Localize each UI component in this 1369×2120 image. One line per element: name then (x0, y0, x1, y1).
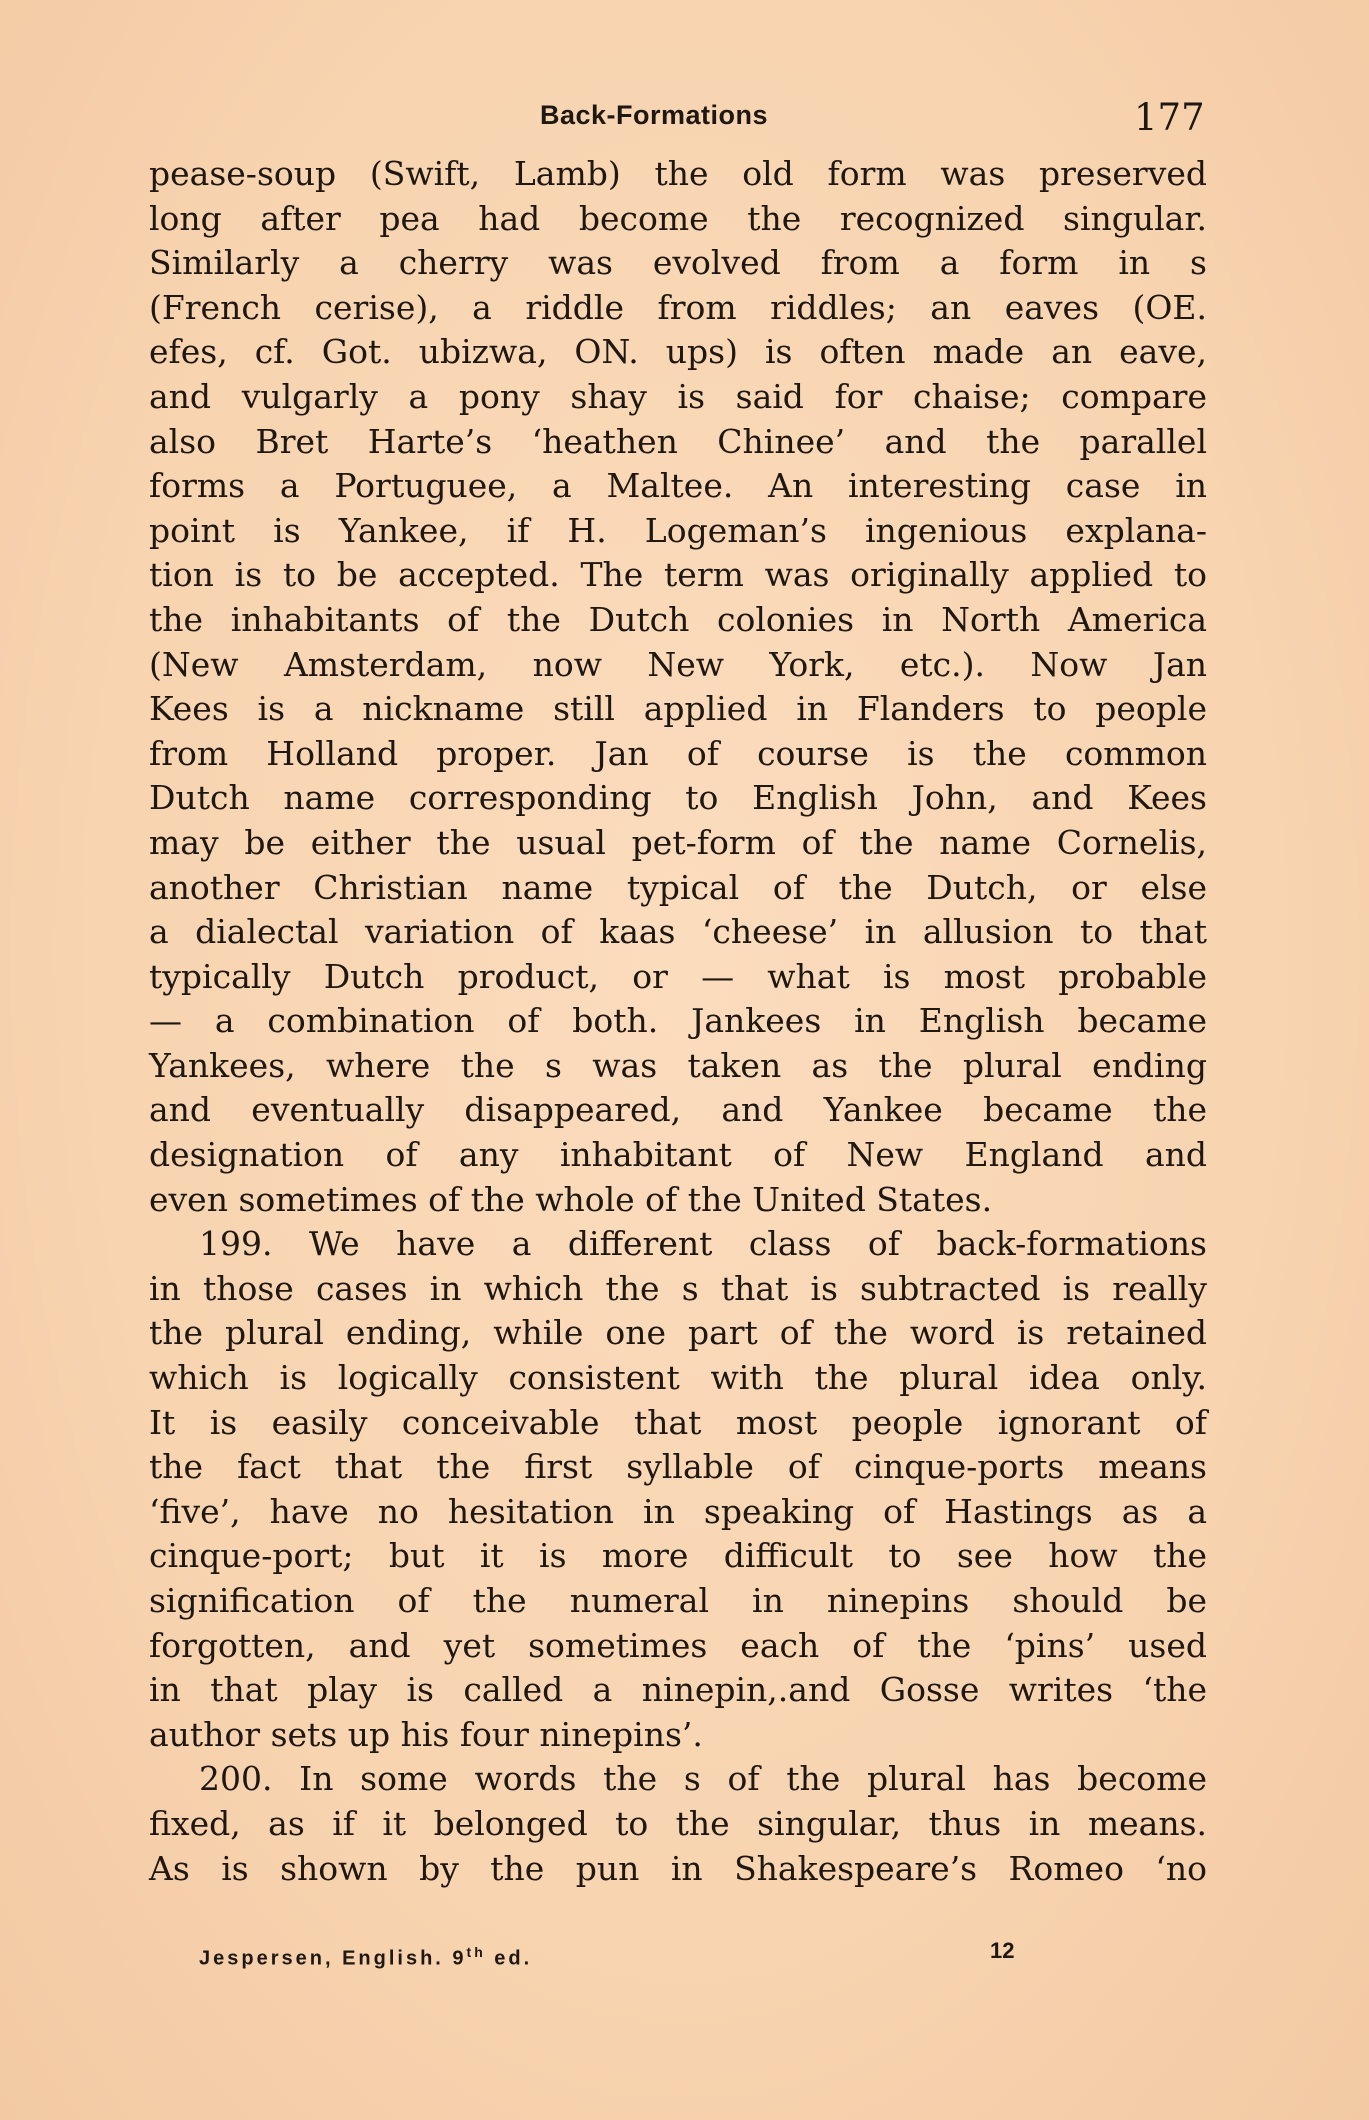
section-199-start: 199. We have a different class of back-formations (199, 1224, 1207, 1264)
signature-text: Jespersen, English. 9 (199, 1947, 467, 1970)
text-line: in those cases in which the s that is subtracted is really (149, 1268, 1207, 1308)
text-line: Similarly a cherry was evolved from a form in s (149, 243, 1207, 283)
text-line: (New Amsterdam, now New York, etc.). Now Jan (149, 644, 1207, 684)
text-line: the fact that the first syllable of cinque-ports means (149, 1447, 1207, 1487)
text-line: another Christian name typical of the Dutch, or else (149, 867, 1207, 907)
text-line: the inhabitants of the Dutch colonies in North America (149, 599, 1207, 639)
section-200-start: 200. In some words the s of the plural has become (199, 1759, 1207, 1799)
paragraph-end-line: author sets up his four ninepins’. (149, 1714, 703, 1754)
text-line: fixed, as if it belonged to the singular, thus in means. (149, 1803, 1207, 1843)
page-number: 177 (1134, 96, 1205, 139)
text-line: the plural ending, while one part of the word is retained (149, 1313, 1207, 1353)
text-line: pease-soup (Swift, Lamb) the old form was preserved (149, 154, 1207, 193)
text-line: which is logically consistent with the plural idea only. (149, 1358, 1207, 1398)
signature-number: 12 (990, 1938, 1015, 1963)
text-line: Yankees, where the s was taken as the plural ending (149, 1045, 1207, 1085)
text-line: from Holland proper. Jan of course is the common (149, 733, 1207, 773)
text-line: tion is to be accepted. The term was originally applied to (149, 555, 1207, 595)
text-line: efes, cf. Got. ubizwa, ON. ups) is often made an eave, (149, 332, 1207, 372)
paragraph-end-line: even sometimes of the whole of the United States. (149, 1179, 993, 1219)
text-line: It is easily conceivable that most people ignorant of (149, 1402, 1207, 1442)
text-line: As is shown by the pun in Shakespeare’s Romeo ‘no (149, 1848, 1207, 1888)
text-line: ‘five’, have no hesitation in speaking of Hastings as a (149, 1491, 1207, 1531)
text-line: also Bret Harte’s ‘heathen Chinee’ and the parallel (149, 421, 1207, 461)
text-line: — a combination of both. Jankees in English became (149, 1001, 1207, 1041)
text-line: may be either the usual pet-form of the name Cornelis, (149, 822, 1207, 862)
text-line: in that play is called a ninepin,.and Gosse writes ‘the (149, 1670, 1207, 1710)
text-line: Dutch name corresponding to English John, and Kees (149, 778, 1207, 818)
text-line: forgotten, and yet sometimes each of the ‘pins’ used (149, 1625, 1207, 1665)
text-line: and vulgarly a pony shay is said for chaise; compare (149, 376, 1207, 416)
text-line: designation of any inhabitant of New England and (149, 1135, 1207, 1175)
footer-signature (199, 1944, 532, 1971)
text-line: Kees is a nickname still applied in Flanders to people (149, 689, 1207, 729)
signature-suffix: ed. (485, 1947, 533, 1970)
text-line: (French cerise), a riddle from riddles; an eaves (OE. (149, 287, 1207, 327)
body-text (149, 152, 1207, 1891)
text-line: typically Dutch product, or — what is most probable (149, 956, 1207, 996)
text-line: signification of the numeral in ninepins should be (149, 1581, 1207, 1620)
text-line: cinque-port; but it is more difficult to see how the (149, 1536, 1207, 1576)
text-line: point is Yankee, if H. Logeman’s ingenious explana- (149, 510, 1207, 550)
text-line: forms a Portuguee, a Maltee. An interesting case in (149, 466, 1207, 506)
running-head: Back-Formations (540, 100, 769, 130)
text-line: long after pea had become the recognized singular. (149, 198, 1207, 238)
signature-superscript: th (466, 1944, 486, 1960)
text-line: and eventually disappeared, and Yankee became the (149, 1090, 1207, 1130)
text-line: a dialectal variation of kaas ‘cheese’ in allusion to that (149, 912, 1207, 952)
